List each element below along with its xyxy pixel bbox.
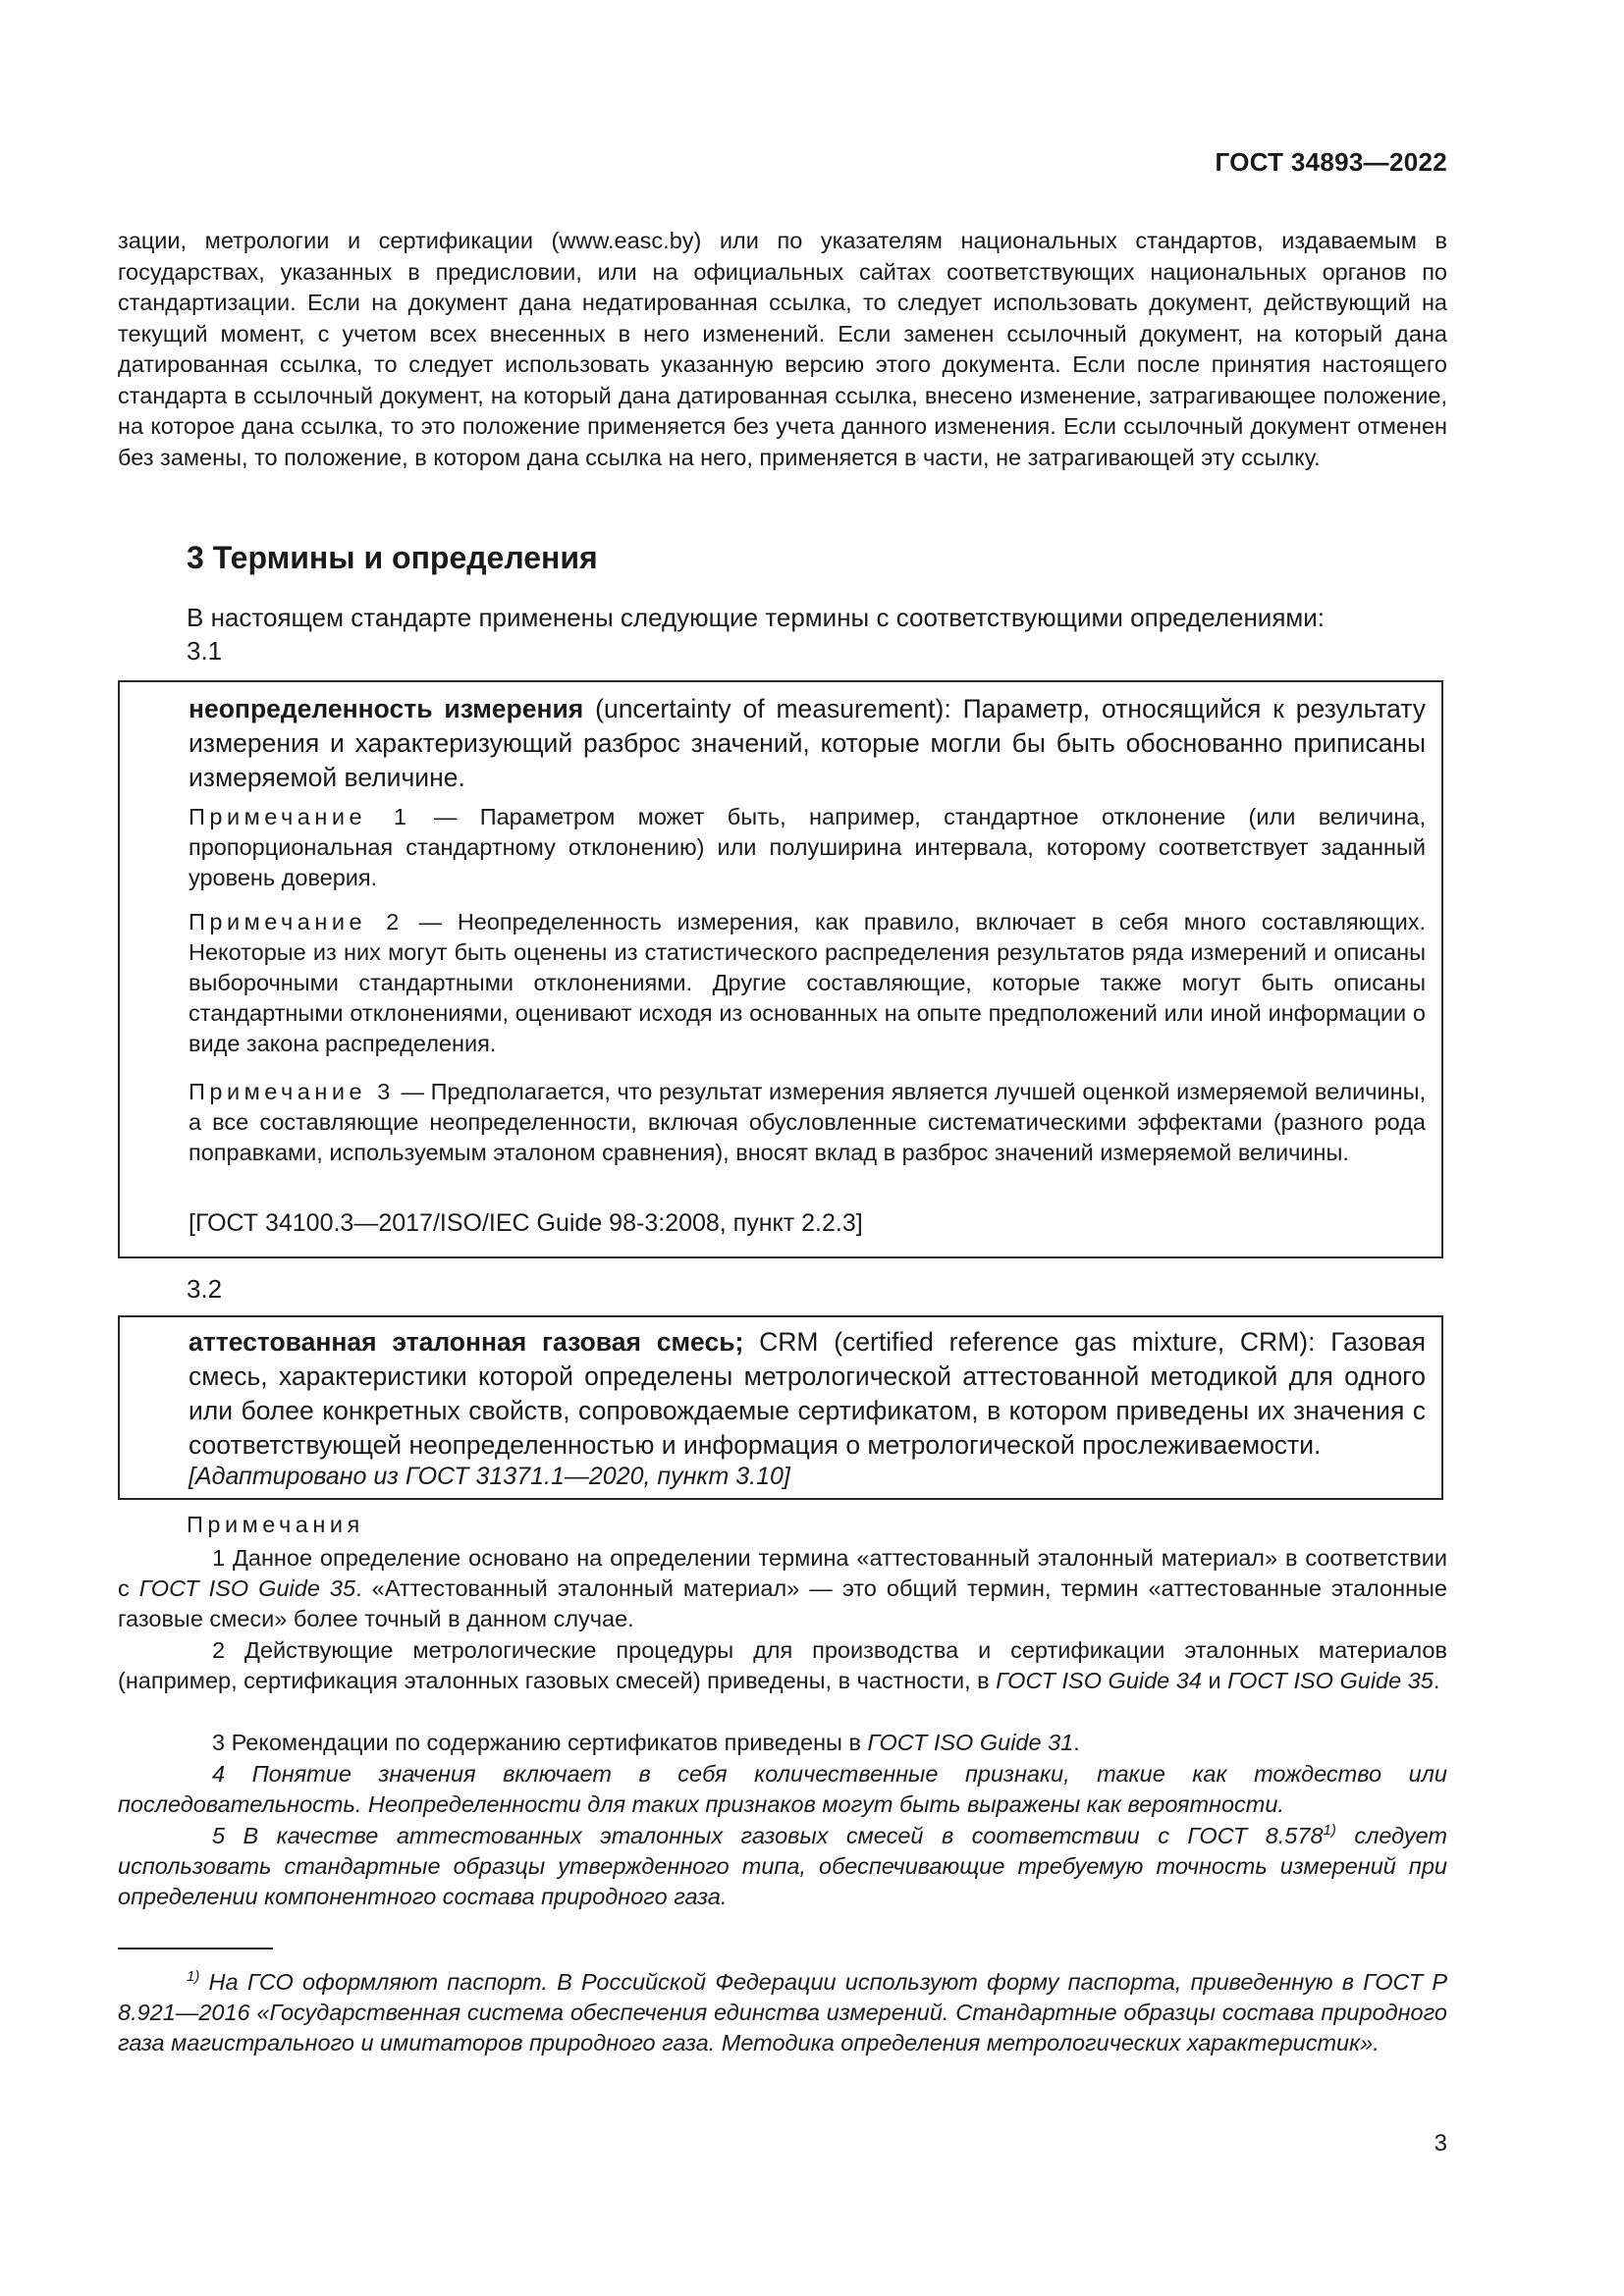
- note-text: — Неопределенность измерения, как правило, включает в себя много составляющих. Некоторые из них могут быть оценены из статистического распределения результатов ряда измерений и описаны выборочными стандартными отклонениями. Другие составляющие, которые также могут быть описаны стандартными отклонениями, оценивают исходя из основанных на опыте предположений или иной информации о виде закона распределения.: [189, 909, 1427, 1056]
- term-box-crm: [118, 1315, 1443, 1500]
- note-text: . «Аттестованный эталонный материал» — это общий термин, термин «аттестованные эталонные газовые смеси» более точный в данном случае.: [118, 1575, 1448, 1631]
- post-note-5: [118, 1821, 1447, 1912]
- note-text: — Предполагается, что результат измерения является лучшей оценкой измеряемой величины, а все составляющие неопределенности, включая обусловленные систематическими эффектами (разного рода поправками, используемым эталоном сравнения), вносят вклад в разброс значений измеряемой величины.: [189, 1079, 1426, 1165]
- section-heading: 3 Термины и определения: [187, 540, 598, 575]
- footnote-text: На ГСО оформляют паспорт. В Российской Федерации используют форму паспорта, приведенную в ГОСТ Р 8.921—2016 «Государственная система обеспечения единства измерений. Стандартные образцы состава природного газа магистрального и имитаторов природного газа. Методика определения метрологических характеристик».: [118, 1969, 1447, 2056]
- note-text: 2 Действующие метрологические процедуры для производства и сертификации эталонных материалов (например, сертификация эталонных газовых смесей) приведены, в частности, в: [118, 1637, 1447, 1693]
- term-name: аттестованная эталонная газовая смесь;: [189, 1327, 744, 1357]
- note-text: .: [1073, 1730, 1080, 1755]
- note-1: [189, 802, 1426, 893]
- term-definition-text: (uncertainty of measurement): Параметр, относящийся к результату измерения и характеризующий разброс значений, которые могли бы быть обоснованно приписаны измеряемой величине.: [189, 694, 1426, 792]
- term-adapted-source: [Адаптировано из ГОСТ 31371.1—2020, пункт 3.10]: [189, 1463, 790, 1490]
- term-definition: [189, 1325, 1426, 1463]
- note-text: следует использовать стандартные образцы утвержденного типа, обеспечивающие требуемую точность измерений при определении компонентного состава природного газа.: [118, 1823, 1447, 1909]
- term-box-uncertainty: [118, 680, 1443, 1258]
- footnote-marker: 1): [1323, 1822, 1336, 1839]
- post-note-2: [118, 1635, 1447, 1696]
- note-text: .: [1433, 1668, 1440, 1693]
- intro-paragraph: зации, метрологии и сертификации (www.easc.by) или по указателям национальных стандартов, издаваемым в государствах, указанных в предисловии, или на официальных сайтах соответствующих национальных органов по стандартизации. Если на документ дана недатированная ссылка, то следует использовать документ, действующий на текущий момент, с учетом всех внесенных в него изменений. Если заменен ссылочный документ, на который дана датированная ссылка, то следует использовать указанную версию этого документа. Если после принятия настоящего стандарта в ссылочный документ, на который дана датированная ссылка, внесено изменение, затрагивающее положение, на которое дана ссылка, то это положение применяется без учета данного изменения. Если ссылочный документ отменен без замены, то положение, в котором дана ссылка на него, применяется в части, не затрагивающей эту ссылку.: [118, 228, 1447, 470]
- term-definition-text: CRM (certified reference gas mixture, CRM): Газовая смесь, характеристики которой определены метрологической аттестованной методикой для одного или более конкретных свойств, сопровождаемые сертификатом, в котором приведены их значения с соответствующей неопределенностью и информация о метрологической прослеживаемости.: [189, 1327, 1427, 1460]
- post-note-4: 4 Понятие значения включает в себя количественные признаки, такие как тождество или последовательность. Неопределенности для таких признаков могут быть выражены как вероятности.: [118, 1761, 1447, 1817]
- term-definition: [189, 692, 1426, 795]
- note-text: 1 Данное определение основано на определении термина «аттестованный эталонный материал» в соответствии с: [118, 1545, 1447, 1601]
- note-reference: ГОСТ ISO Guide 34: [996, 1668, 1202, 1693]
- term-source: [ГОСТ 34100.3—2017/ISO/IEC Guide 98-3:2008, пункт 2.2.3]: [189, 1209, 863, 1237]
- footnote-marker: 1): [187, 1968, 200, 1985]
- footnote: [118, 1967, 1447, 2058]
- notes-title: Примечания: [187, 1512, 364, 1537]
- post-note-3: [118, 1728, 1447, 1758]
- note-reference: ГОСТ ISO Guide 31: [867, 1730, 1074, 1755]
- note-label: Примечание 3: [189, 1079, 395, 1104]
- page-number: 3: [1434, 2130, 1447, 2157]
- term-number-3-1: 3.1: [187, 636, 223, 666]
- term-name: неопределенность измерения: [189, 694, 584, 723]
- note-reference: ГОСТ ISO Guide 35: [138, 1575, 356, 1601]
- note-text: 3 Рекомендации по содержанию сертификатов приведены в: [212, 1730, 868, 1755]
- document-code: ГОСТ 34893—2022: [1215, 147, 1447, 177]
- note-2: [189, 907, 1426, 1059]
- section-intro: В настоящем стандарте применены следующие термины с соответствующими определениями:: [187, 603, 1326, 632]
- note-3: [189, 1077, 1426, 1168]
- footnote-divider: [118, 1948, 273, 1949]
- term-number-3-2: 3.2: [187, 1274, 223, 1304]
- post-note-1: [118, 1543, 1447, 1634]
- note-text: 5 В качестве аттестованных эталонных газовых смесей в соответствии с ГОСТ 8.578: [212, 1823, 1324, 1848]
- note-text: и: [1201, 1668, 1228, 1693]
- note-label: Примечание 2: [189, 909, 404, 934]
- note-label: Примечание 1: [189, 804, 411, 829]
- note-text: — Параметром может быть, например, стандартное отклонение (или величина, пропорциональная стандартному отклонению) или полуширина интервала, которому соответствует заданный уровень доверия.: [189, 804, 1426, 890]
- note-reference: ГОСТ ISO Guide 35: [1227, 1668, 1434, 1693]
